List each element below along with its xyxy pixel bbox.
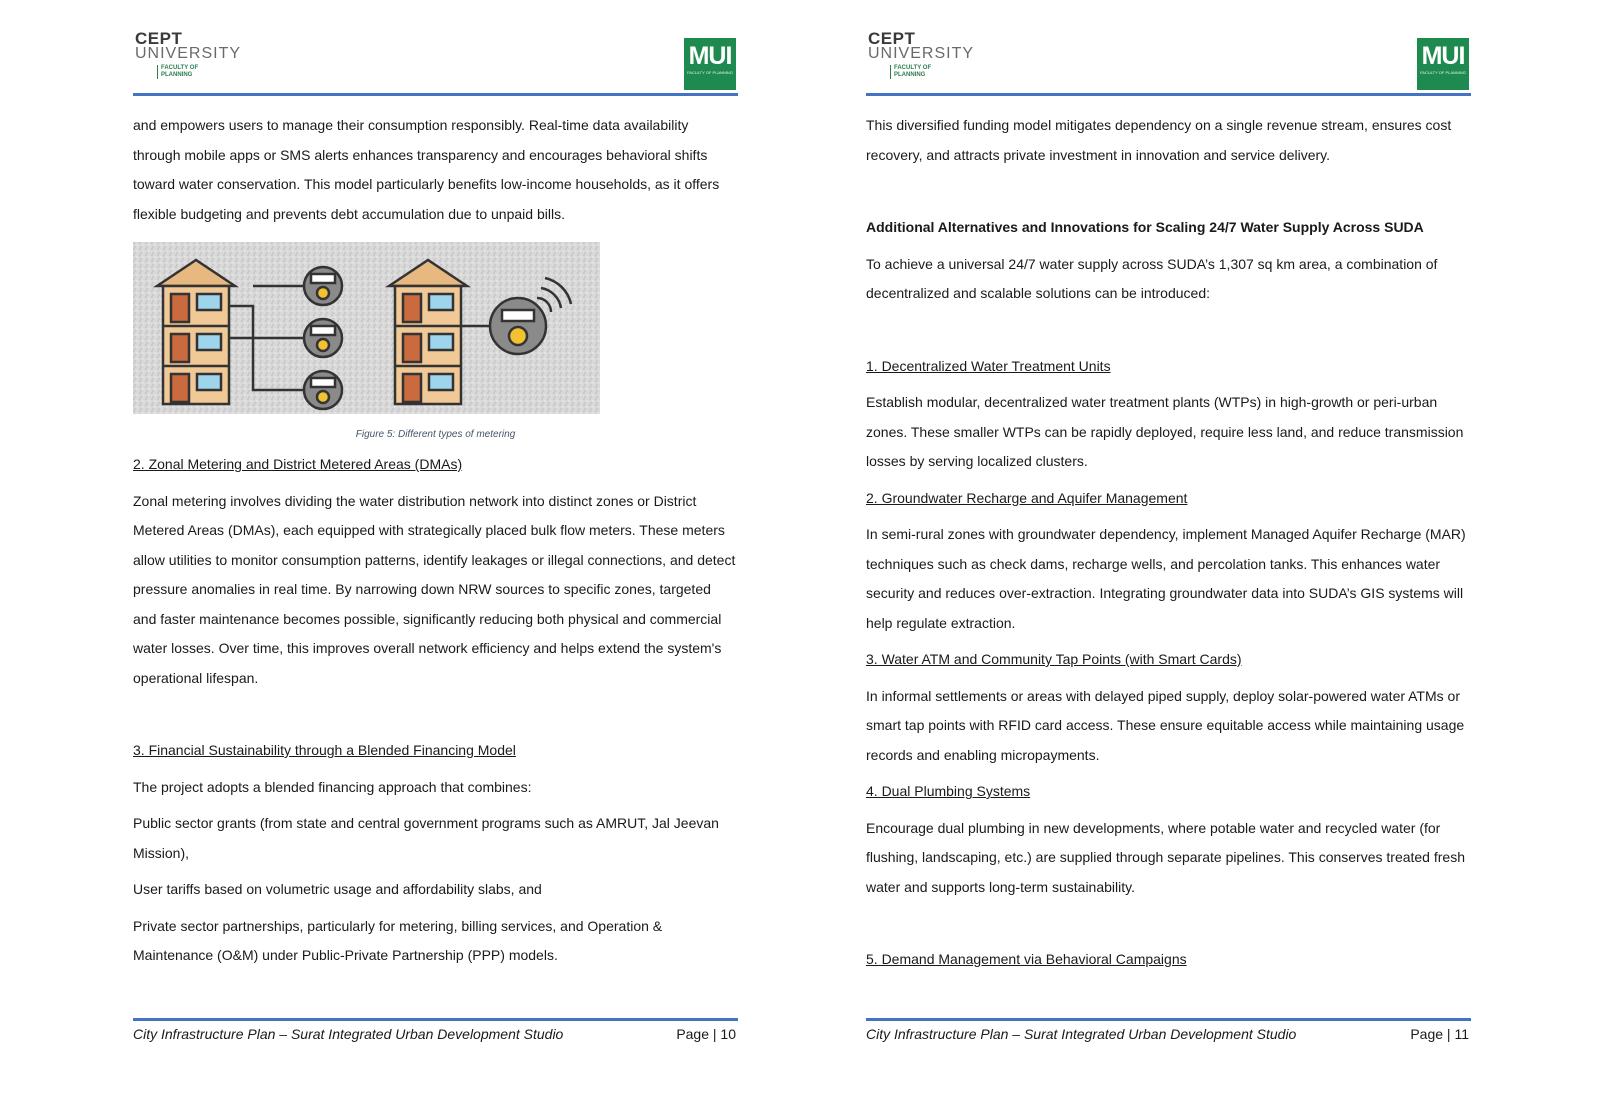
footer-title: City Infrastructure Plan – Surat Integrated Urban Development Studio [133, 1026, 564, 1042]
section-heading: 1. Decentralized Water Treatment Units [866, 357, 1111, 374]
logo-line-1: CEPT [135, 29, 183, 48]
spacer [133, 700, 738, 736]
paragraph: To achieve a universal 24/7 water supply across SUDA’s 1,307 sq km area, a combination of decentralized and scalable solutions can be introduced: [866, 255, 1438, 301]
logo-line-1: CEPT [868, 29, 916, 48]
footer-rule [133, 1018, 738, 1021]
cept-university-logo [135, 30, 241, 79]
header-rule [133, 93, 738, 96]
paragraph: Private sector partnerships, particularly for metering, billing services, and Operation & Maintenance (O&M) under Public-Private Partnership (PPP) models. [133, 917, 663, 963]
spacer [866, 316, 1471, 352]
paragraph: The project adopts a blended financing approach that combines: [133, 778, 532, 795]
mui-logo-subtext: FACULTY OF PLANNING [1420, 70, 1466, 75]
footer-rule [866, 1018, 1471, 1021]
meter-icon [304, 267, 342, 305]
spacer [866, 177, 1471, 213]
mui-logo-text: MUI [688, 42, 732, 70]
footer-title: City Infrastructure Plan – Surat Integrated Urban Development Studio [866, 1026, 1297, 1042]
spacer [866, 909, 1471, 945]
logo-line-2: UNIVERSITY [135, 45, 242, 62]
page-content [133, 111, 738, 978]
page-11 [866, 0, 1471, 1119]
page-number: Page | 10 [676, 1026, 736, 1042]
logo-line-3: FACULTY OF PLANNING [157, 65, 221, 79]
building-icon [389, 260, 467, 404]
section-heading: 3. Financial Sustainability through a Blended Financing Model [133, 742, 516, 758]
mui-logo-text: MUI [1421, 42, 1465, 70]
section-heading: 4. Dual Plumbing Systems [866, 783, 1031, 799]
section-heading: 2. Groundwater Recharge and Aquifer Management [866, 489, 1188, 506]
paragraph: This diversified funding model mitigates dependency on a single revenue stream, ensures cost recovery, and attracts private investment in innovation and service delivery. [866, 117, 1452, 163]
mui-logo-subtext: FACULTY OF PLANNING [687, 70, 733, 75]
page-number: Page | 11 [1410, 1026, 1469, 1042]
logo-line-2: UNIVERSITY [868, 45, 975, 62]
paragraph: Public sector grants (from state and central government programs such as AMRUT, Jal Jeevan Mission), [133, 815, 719, 861]
header-rule [866, 93, 1471, 96]
paragraph: Establish modular, decentralized water treatment plants (WTPs) in high-growth or peri-urban zones. These smaller WTPs can be rapidly deployed, require less land, and reduce transmission losses by serving localized clusters. [866, 394, 1464, 469]
cept-university-logo [868, 30, 974, 79]
section-heading: 3. Water ATM and Community Tap Points (with Smart Cards) [866, 651, 1242, 667]
paragraph: Encourage dual plumbing in new developments, where potable water and recycled water (for flushing, landscaping, etc.) are supplied through separate pipelines. This conserves treated fresh water and supports long-term sustainability. [866, 819, 1465, 895]
mui-logo [684, 38, 736, 90]
building-icon [157, 260, 235, 404]
paragraph: User tariffs based on volumetric usage and affordability slabs, and [133, 881, 542, 897]
mui-logo [1417, 38, 1469, 90]
metering-illustration [133, 242, 600, 414]
metering-figure [133, 242, 600, 414]
figure-caption: Figure 5: Different types of metering [355, 429, 516, 440]
paragraph: In semi-rural zones with groundwater dependency, implement Managed Aquifer Recharge (MAR) techniques such as check dams, recharge wells, and percolation tanks. This enhances water security and reduces over-extraction. Integrating groundwater data into SUDA’s GIS systems will help regulate extraction. [866, 526, 1466, 631]
paragraph: Zonal metering involves dividing the water distribution network into distinct zones or District Metered Areas (DMAs), each equipped with strategically placed bulk flow meters. These meters allow utilities to monitor consumption patterns, identify leakages or illegal connections, and detect pressure anomalies in real time. By narrowing down NRW sources to specific zones, targeted and faster maintenance becomes possible, significantly reducing both physical and commercial water losses. Over time, this improves overall network efficiency and helps extend the system's operational lifespan. [133, 492, 736, 686]
paragraph: In informal settlements or areas with delayed piped supply, deploy solar-powered water ATMs or smart tap points with RFID card access. These ensure equitable access while maintaining usage records and enabling micropayments. [866, 687, 1465, 763]
section-heading: 5. Demand Management via Behavioral Campaigns [866, 951, 1187, 967]
meter-icon [304, 371, 342, 409]
logo-line-3: FACULTY OF PLANNING [890, 65, 954, 79]
section-title: Additional Alternatives and Innovations for Scaling 24/7 Water Supply Across SUDA [866, 219, 1424, 235]
section-heading: 2. Zonal Metering and District Metered Areas (DMAs) [133, 456, 463, 472]
page-10 [133, 0, 738, 1119]
paragraph: and empowers users to manage their consumption responsibly. Real-time data availability through mobile apps or SMS alerts enhances transparency and encourages behavioral shifts toward water conservation. This model particularly benefits low-income households, as it offers flexible budgeting and prevents debt accumulation due to unpaid bills. [133, 117, 720, 222]
page-content [866, 111, 1471, 982]
meter-icon [304, 319, 342, 357]
